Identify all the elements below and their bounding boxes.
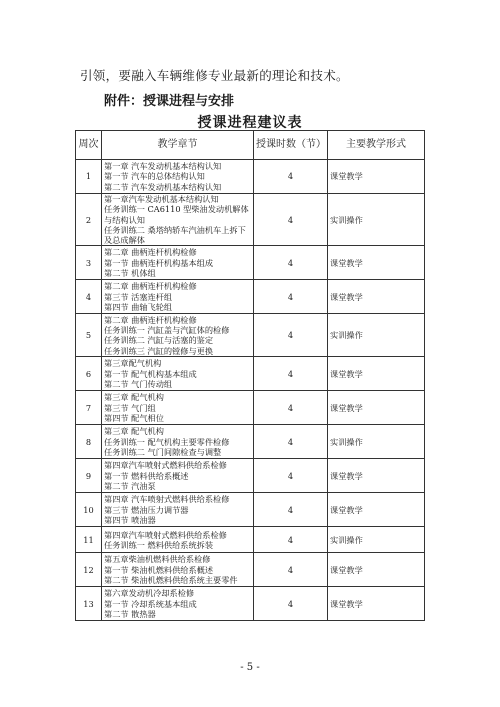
hours-cell: 4 <box>254 194 328 246</box>
mode-cell: 课堂教学 <box>328 160 425 194</box>
chapter-line: 任务训练一 配气机构主要零件检修 <box>104 436 230 447</box>
hours-cell: 4 <box>254 527 328 553</box>
chapter-line: 第四节 配气相位 <box>104 412 164 423</box>
week-cell: 1 <box>76 160 102 194</box>
chapter-line: 第三章 配气机构 <box>104 392 164 403</box>
mode-cell: 课堂教学 <box>328 246 425 280</box>
chapter-line: 第四章 汽车喷射式燃料供给系检修 <box>104 494 230 505</box>
table-row <box>76 314 425 357</box>
hours-cell: 4 <box>254 553 328 587</box>
table-row <box>76 160 425 194</box>
hours-cell: 4 <box>254 314 328 357</box>
table-row <box>76 246 425 280</box>
chapter-cell <box>102 527 254 553</box>
chapter-line: 第一节 冷却系统基本组成 <box>104 598 197 609</box>
chapter-line: 第二章 曲柄连杆机构检修 <box>104 314 197 325</box>
chapter-line: 第四节 曲轴飞轮组 <box>104 301 173 312</box>
chapter-cell <box>102 357 254 391</box>
header-chapter: 教学章节 <box>102 131 254 160</box>
chapter-line: 第一章 汽车发动机基本结构认知 <box>104 161 222 172</box>
header-mode: 主要教学形式 <box>328 131 425 160</box>
hours-cell: 4 <box>254 357 328 391</box>
chapter-line: 第二节 柴油机燃料供给系统主要零件 <box>104 574 238 585</box>
table-row <box>76 527 425 553</box>
chapter-line: 第二章 曲柄连杆机构检修 <box>104 281 197 292</box>
week-cell: 5 <box>76 314 102 357</box>
chapter-line: 第一节 汽车的总体结构认知 <box>104 171 205 182</box>
chapter-line: 第五章柴油机燃料供给系检修 <box>104 554 211 565</box>
table-row <box>76 425 425 459</box>
chapter-line: 第三节 燃油压力调节器 <box>104 504 189 515</box>
chapter-line: 第四节 喷油器 <box>104 514 156 525</box>
table-row <box>76 587 425 621</box>
chapter-cell <box>102 459 254 493</box>
hours-cell: 4 <box>254 246 328 280</box>
chapter-line: 第六章发动机冷却系检修 <box>104 588 195 599</box>
chapter-cell <box>102 391 254 425</box>
chapter-line: 任务训练三 汽缸的镗修与更换 <box>104 345 214 356</box>
chapter-line: 任务训练一 CA6110 型柴油发动机解体与结构认知 <box>104 204 249 225</box>
table-title: 授课进程建议表 <box>197 115 303 131</box>
week-cell: 9 <box>76 459 102 493</box>
table-row <box>76 493 425 527</box>
chapter-cell <box>102 493 254 527</box>
header-hours: 授课时数（节） <box>254 131 328 160</box>
chapter-line: 第一节 燃料供给系概述 <box>104 470 189 481</box>
table-body <box>76 160 425 621</box>
mode-cell: 课堂教学 <box>328 493 425 527</box>
mode-cell: 课堂教学 <box>328 459 425 493</box>
week-cell: 2 <box>76 194 102 246</box>
week-cell: 6 <box>76 357 102 391</box>
chapter-cell <box>102 194 254 246</box>
chapter-line: 第一章汽车发动机基本结构认知 <box>104 194 219 204</box>
week-cell: 11 <box>76 527 102 553</box>
chapter-line: 第二章 曲柄连杆机构检修 <box>104 247 197 258</box>
week-cell: 3 <box>76 246 102 280</box>
week-cell: 8 <box>76 425 102 459</box>
hours-cell: 4 <box>254 587 328 621</box>
hours-cell: 4 <box>254 459 328 493</box>
chapter-line: 第三节 活塞连杆组 <box>104 291 173 302</box>
chapter-cell <box>102 553 254 587</box>
chapter-line: 任务训练一 汽缸盖与汽缸体的检修 <box>104 325 230 335</box>
mode-cell: 课堂教学 <box>328 280 425 314</box>
page-number: - 5 - <box>240 662 260 673</box>
chapter-line: 第二节 散热器 <box>104 608 156 619</box>
chapter-line: 第一节 配气机构基本组成 <box>104 368 197 379</box>
table-row <box>76 194 425 246</box>
week-cell: 10 <box>76 493 102 527</box>
hours-cell: 4 <box>254 493 328 527</box>
mode-cell: 课堂教学 <box>328 357 425 391</box>
chapter-cell <box>102 314 254 357</box>
chapter-line: 第二节 机体组 <box>104 267 156 278</box>
table-row <box>76 280 425 314</box>
mode-cell: 实训操作 <box>328 194 425 246</box>
chapter-cell <box>102 246 254 280</box>
intro-paragraph: 引领，要融入车辆维修专业最新的理论和技术。 <box>80 68 349 83</box>
chapter-cell <box>102 160 254 194</box>
chapter-line: 任务训练二 桑塔纳轿车汽油机车上拆下及总成解体 <box>104 224 246 245</box>
hours-cell: 4 <box>254 391 328 425</box>
chapter-line: 第一节 柴油机燃料供给系概述 <box>104 564 214 575</box>
week-cell: 7 <box>76 391 102 425</box>
annex-heading: 附件：授课进程与安排 <box>104 94 235 109</box>
hours-cell: 4 <box>254 425 328 459</box>
chapter-cell <box>102 280 254 314</box>
mode-cell: 课堂教学 <box>328 553 425 587</box>
mode-cell: 课堂教学 <box>328 391 425 425</box>
chapter-cell <box>102 425 254 459</box>
schedule-table <box>75 130 425 621</box>
chapter-line: 任务训练二 汽缸与活塞的鉴定 <box>104 335 214 346</box>
header-week: 周次 <box>76 131 102 160</box>
week-cell: 13 <box>76 587 102 621</box>
hours-cell: 4 <box>254 280 328 314</box>
table-row <box>76 357 425 391</box>
chapter-line: 任务训练二 气门间隙检查与调整 <box>104 446 222 457</box>
mode-cell: 课堂教学 <box>328 587 425 621</box>
chapter-line: 第二节 汽车发动机基本结构认知 <box>104 181 222 192</box>
chapter-line: 第二节 汽油泵 <box>104 480 156 491</box>
week-cell: 4 <box>76 280 102 314</box>
hours-cell: 4 <box>254 160 328 194</box>
chapter-line: 第四章汽车喷射式燃料供给系检修 <box>104 529 227 540</box>
mode-cell: 实训操作 <box>328 314 425 357</box>
chapter-line: 第三章 配气机构 <box>104 426 164 437</box>
week-cell: 12 <box>76 553 102 587</box>
chapter-cell <box>102 587 254 621</box>
mode-cell: 实训操作 <box>328 527 425 553</box>
table-row <box>76 391 425 425</box>
chapter-line: 第三章配气机构 <box>104 358 162 369</box>
chapter-line: 任务训练一 燃料供给系统拆装 <box>104 539 214 550</box>
chapter-line: 第四章汽车喷射式燃料供给系检修 <box>104 460 227 471</box>
table-row <box>76 553 425 587</box>
table-row <box>76 459 425 493</box>
chapter-line: 第二节 气门传动组 <box>104 378 173 389</box>
chapter-line: 第一节 曲柄连杆机构基本组成 <box>104 257 214 268</box>
mode-cell: 实训操作 <box>328 425 425 459</box>
chapter-line: 第三节 气门组 <box>104 402 156 413</box>
table-header-row <box>76 131 425 160</box>
